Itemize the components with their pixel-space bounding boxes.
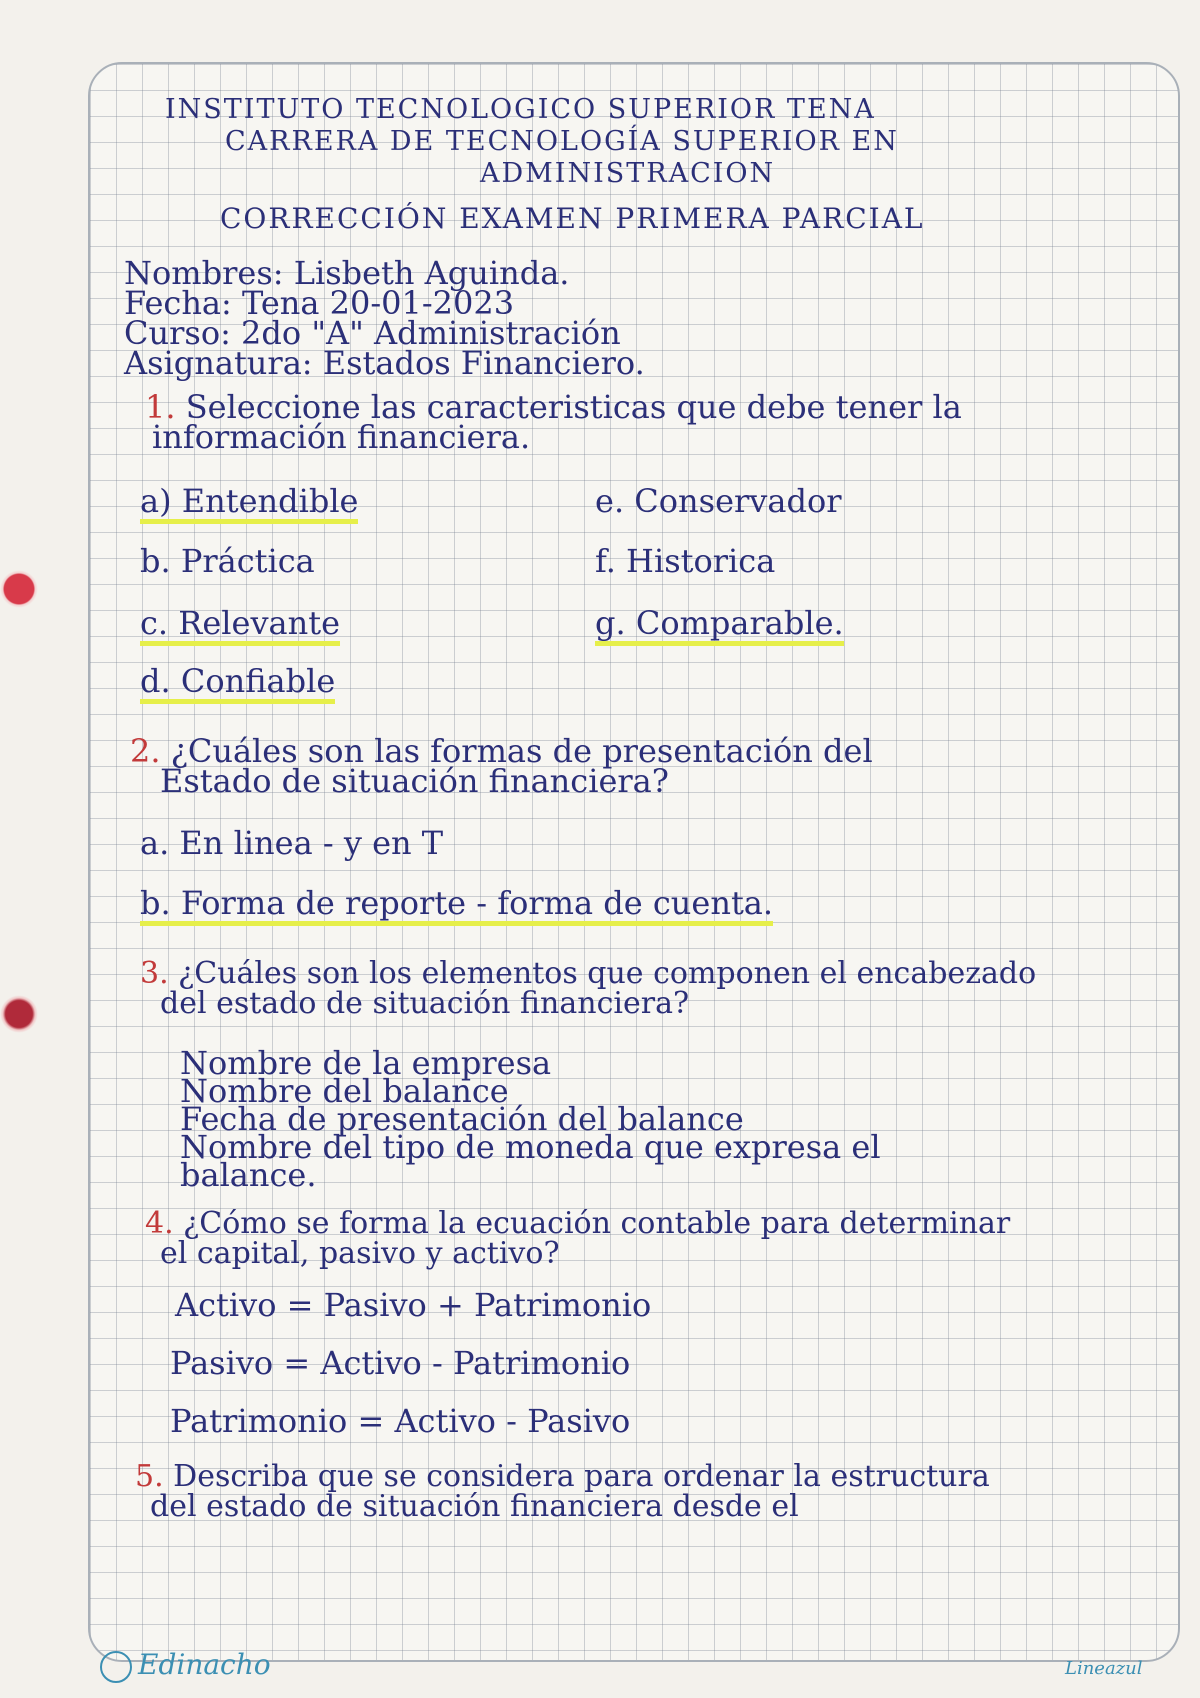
q4-equation-2: Pasivo = Activo - Patrimonio — [170, 1344, 631, 1382]
question-3 — [140, 956, 1037, 991]
q2-answer-b: b. Forma de reporte - forma de cuenta. — [140, 884, 773, 926]
q1-option-a: a) Entendible — [140, 482, 358, 524]
page-title: CORRECCIÓN EXAMEN PRIMERA PARCIAL — [220, 202, 925, 235]
question-2-line-2: Estado de situación financiera? — [160, 762, 669, 800]
q1-option-b: b. Práctica — [140, 542, 315, 580]
brand-left-icon — [100, 1651, 132, 1683]
header-line-3: ADMINISTRACION — [480, 158, 776, 189]
question-3-number: 3. — [140, 956, 169, 991]
brand-left-logo — [100, 1648, 271, 1683]
brand-right-text: Lineazul — [1065, 1658, 1143, 1679]
q3-answer-5: balance. — [180, 1156, 317, 1194]
question-1-line-1: Seleccione las caracteristicas que debe tener la — [185, 388, 962, 426]
binder-ring-top — [0, 570, 38, 608]
q1-option-g: g. Comparable. — [595, 604, 844, 646]
q1-option-f: f. Historica — [595, 542, 776, 580]
question-3-line-1: ¿Cuáles son los elementos que componen el encabezado — [178, 956, 1037, 991]
question-5-number: 5. — [135, 1459, 164, 1494]
binder-ring-bottom — [0, 995, 38, 1033]
question-2-line-1: ¿Cuáles son las formas de presentación del — [170, 732, 873, 770]
q4-equation-3: Patrimonio = Activo - Pasivo — [170, 1402, 631, 1440]
q4-equation-1: Activo = Pasivo + Patrimonio — [175, 1286, 652, 1324]
question-4 — [145, 1206, 1011, 1241]
question-5 — [135, 1459, 990, 1494]
question-5-line-1: Describa que se considera para ordenar la estructura — [173, 1459, 990, 1494]
question-4-line-1: ¿Cómo se forma la ecuación contable para determinar — [183, 1206, 1011, 1241]
header-line-2: CARRERA DE TECNOLOGÍA SUPERIOR EN — [225, 126, 899, 157]
q1-option-c: c. Relevante — [140, 604, 340, 646]
question-4-number: 4. — [145, 1206, 174, 1241]
header-line-1: INSTITUTO TECNOLOGICO SUPERIOR TENA — [165, 94, 876, 125]
question-1-line-2: información financiera. — [152, 418, 531, 456]
info-curso: Curso: 2do "A" Administración — [124, 314, 621, 352]
q1-option-e: e. Conservador — [595, 482, 842, 520]
question-2-number: 2. — [130, 732, 161, 770]
notebook-page — [88, 62, 1180, 1662]
q3-answer-1: Nombre de la empresa — [180, 1044, 552, 1082]
brand-right-logo — [1065, 1658, 1143, 1679]
question-5-line-2: del estado de situación financiera desde el — [150, 1489, 799, 1524]
info-nombres: Nombres: Lisbeth Aguinda. — [124, 254, 570, 292]
q3-answer-3: Fecha de presentación del balance — [180, 1100, 744, 1138]
q3-answer-2: Nombre del balance — [180, 1072, 509, 1110]
q2-answer-a: a. En linea - y en T — [140, 824, 444, 862]
info-asignatura: Asignatura: Estados Financiero. — [124, 344, 645, 382]
q3-answer-4: Nombre del tipo de moneda que expresa el — [180, 1128, 881, 1166]
question-3-line-2: del estado de situación financiera? — [160, 986, 690, 1021]
question-4-line-2: el capital, pasivo y activo? — [160, 1236, 560, 1271]
question-1-number: 1. — [145, 388, 176, 426]
info-fecha: Fecha: Tena 20-01-2023 — [124, 284, 515, 322]
q1-option-d: d. Confiable — [140, 662, 335, 704]
brand-left-text: Edinacho — [138, 1648, 271, 1681]
